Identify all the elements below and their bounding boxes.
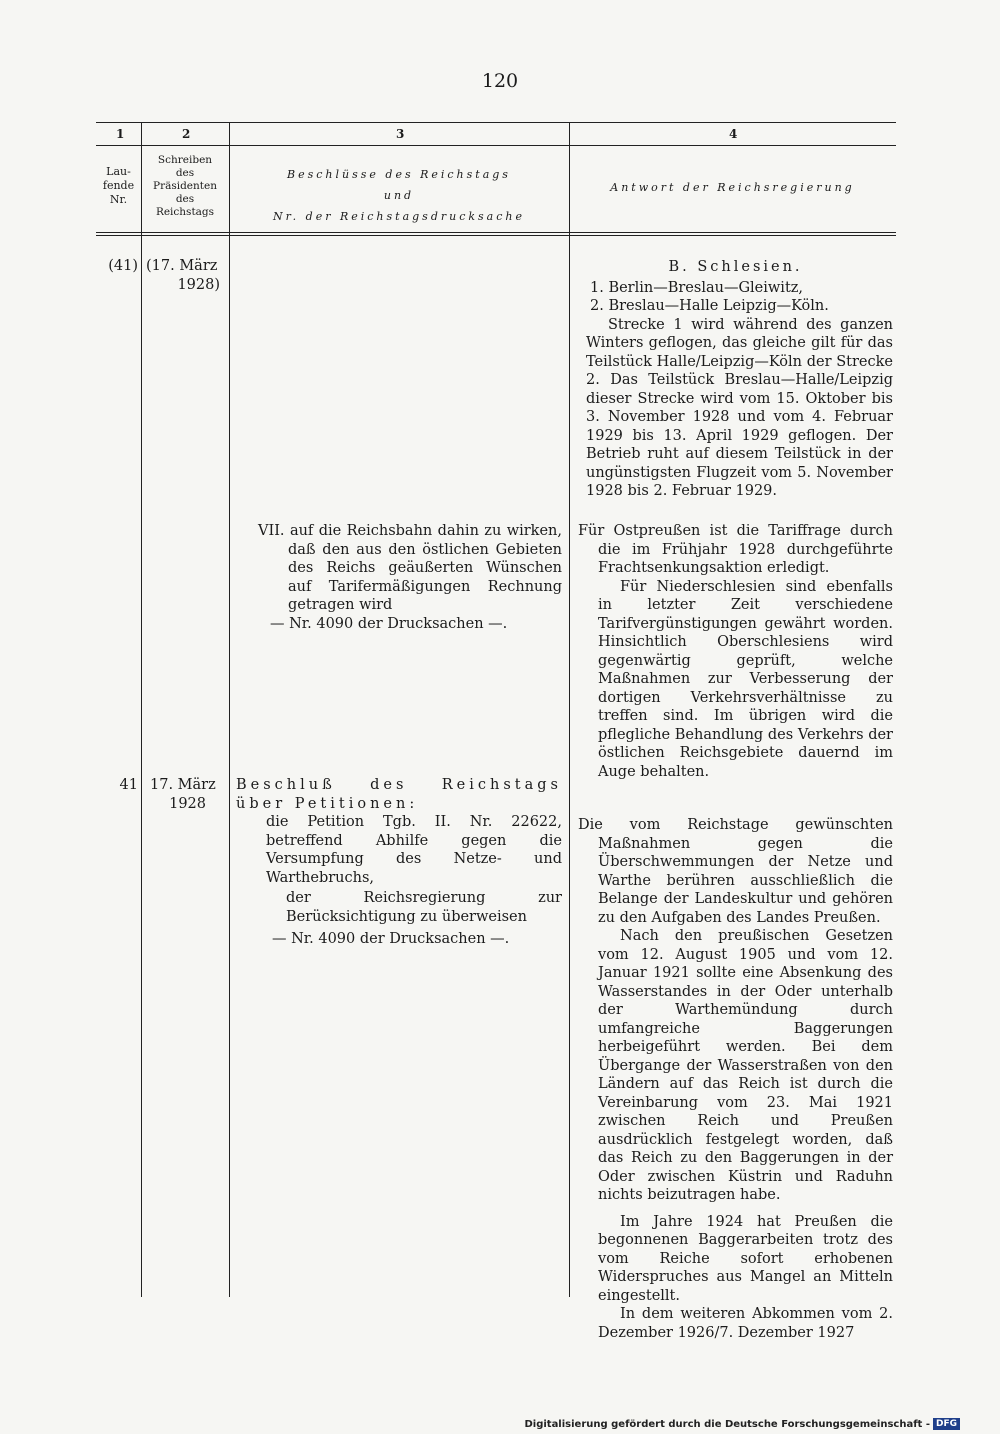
- header-line: Reichstags: [155, 206, 215, 218]
- credit-text: Digitalisierung gefördert durch die Deutsche Forschungsgemeinschaft -: [524, 1418, 930, 1430]
- resolution-action: der Reichsregierung zur Berücksichtigung zu überweisen: [286, 890, 562, 925]
- resolution-title: Beschluß des Reichstags über Petitionen:: [236, 777, 562, 812]
- column-divider-2: [229, 122, 230, 1297]
- column-number-1: 1: [116, 127, 125, 141]
- page-number: 120: [481, 70, 519, 92]
- column-header-1: [96, 165, 141, 207]
- header-line: Antwort der Reichsregierung: [610, 181, 855, 194]
- column-header-2: [141, 154, 229, 219]
- table-top-rule: [96, 122, 896, 123]
- date-line: 1928: [169, 795, 206, 812]
- petition-resolution: [236, 776, 562, 949]
- answer-paragraph: Für Ostpreußen ist die Tariffrage durch die im Frühjahr 1928 durchgeführte Frachtsenkungsaktion erledigt.: [578, 523, 893, 576]
- drucksache-ref: — Nr. 4090 der Drucksachen —.: [272, 931, 510, 947]
- answer-paragraph: Für Niederschlesien sind ebenfalls in letzter Zeit verschiedene Tarifvergünstigungen gewährt worden. Hinsichtlich Oberschlesiens wird gegenwärtig geprüft, welche Maßnahmen zur Verbesserung der dortigen Verkehrsverhältnisse zu treffen sind. Im übrigen wird die pflegliche Behandlung des Verkehrs der östlichen Reichsgebiete dauernd im Auge behalten.: [598, 578, 893, 780]
- date-line: (17. März: [146, 258, 218, 274]
- entry-number: (41): [108, 258, 138, 274]
- column-divider-3: [569, 122, 570, 1297]
- resolution-vii: [258, 522, 562, 633]
- column-number-rule: [96, 145, 896, 146]
- answer-petition: [578, 816, 893, 1342]
- header-bottom-rule-2: [96, 235, 896, 236]
- date-line: 1928): [177, 276, 220, 293]
- answer-paragraph: Im Jahre 1924 hat Preußen die begonnenen Baggerarbeiten trotz des vom Reiche sofort erhobenen Widerspruches aus Mangel an Mitteln eingestellt.: [598, 1213, 893, 1304]
- resolution-body: die Petition Tgb. II. Nr. 22622, betreffend Abhilfe gegen die Versumpfung des Netze- und Warthebruchs,: [266, 814, 562, 886]
- answer-paragraph: In dem weiteren Abkommen vom 2. Dezember 1926/7. Dezember 1927: [598, 1306, 893, 1341]
- entry-date: [146, 776, 226, 813]
- answer-paragraph: Die vom Reichstage gewünschten Maßnahmen gegen die Überschwemmungen der Netze und Warthe berühren ausschließlich die Belange der Landeskultur und gehören zu den Aufgaben des Landes Preußen.: [578, 817, 893, 926]
- route-item: 2. Breslau—Halle Leipzig—Köln.: [590, 298, 829, 314]
- header-line: des: [175, 193, 195, 205]
- header-line: Schreiben: [157, 154, 213, 166]
- dfg-logo-icon: DFG: [933, 1418, 960, 1430]
- answer-paragraph: Strecke 1 wird während des ganzen Winters geflogen, das gleiche gilt für das Teilstück Halle/Leipzig—Köln der Strecke 2. Das Teilstück Breslau—Halle/Leipzig dieser Strecke wird vom 15. Oktober bis 3. November 1928 und vom 4. Februar 1929 bis 13. April 1929 geflogen. Der Betrieb ruht auf diesem Teilstück in der ungünstigsten Flugzeit vom 5. November 1928 bis 2. Februar 1929.: [586, 316, 893, 499]
- resolution-text: VII. auf die Reichsbahn dahin zu wirken, daß den aus den östlichen Gebieten des Reichs geäußerten Wünschen auf Tarifermäßigungen Rechnung getragen wird: [258, 523, 562, 613]
- header-line: fende: [102, 179, 135, 192]
- header-line: und: [383, 189, 415, 202]
- entry-date: [146, 257, 226, 294]
- header-line: Lau-: [106, 165, 131, 178]
- column-header-4: [569, 181, 896, 195]
- column-header-3: [229, 164, 569, 227]
- column-number-2: 2: [182, 127, 191, 141]
- header-line: Nr. der Reichstagsdrucksache: [272, 210, 525, 223]
- column-number-3: 3: [396, 127, 405, 141]
- digitization-credit: [524, 1418, 960, 1430]
- answer-paragraph: Nach den preußischen Gesetzen vom 12. August 1905 und vom 12. Januar 1921 sollte eine Absenkung des Wasserstandes in der Oder unterhalb der Warthemündung durch umfangreiche Baggerungen herbeigeführt werden. Bei dem Übergange der Wasserstraßen von den Ländern auf das Reich ist durch die Vereinbarung vom 23. Mai 1921 zwischen Reich und Preußen ausdrücklich festgelegt worden, daß das Reich zu den Baggerungen in der Oder zwischen Küstrin und Raduhn nichts beizutragen habe.: [598, 928, 893, 1203]
- entry-number: 41: [119, 777, 138, 793]
- answer-schlesien: [578, 258, 893, 501]
- date-line: 17. März: [150, 777, 216, 793]
- answer-vii: [578, 522, 893, 781]
- column-divider-1: [141, 122, 142, 1297]
- route-item: 1. Berlin—Breslau—Gleiwitz,: [590, 279, 804, 296]
- column-number-4: 4: [729, 127, 738, 141]
- header-line: des: [175, 167, 195, 179]
- drucksache-ref: — Nr. 4090 der Drucksachen —.: [270, 615, 508, 632]
- section-heading: B. Schlesien.: [668, 259, 803, 275]
- header-line: Präsidenten: [153, 180, 217, 192]
- header-line: Nr.: [109, 193, 128, 206]
- header-line: Beschlüsse des Reichstags: [287, 168, 511, 181]
- header-bottom-rule: [96, 232, 896, 233]
